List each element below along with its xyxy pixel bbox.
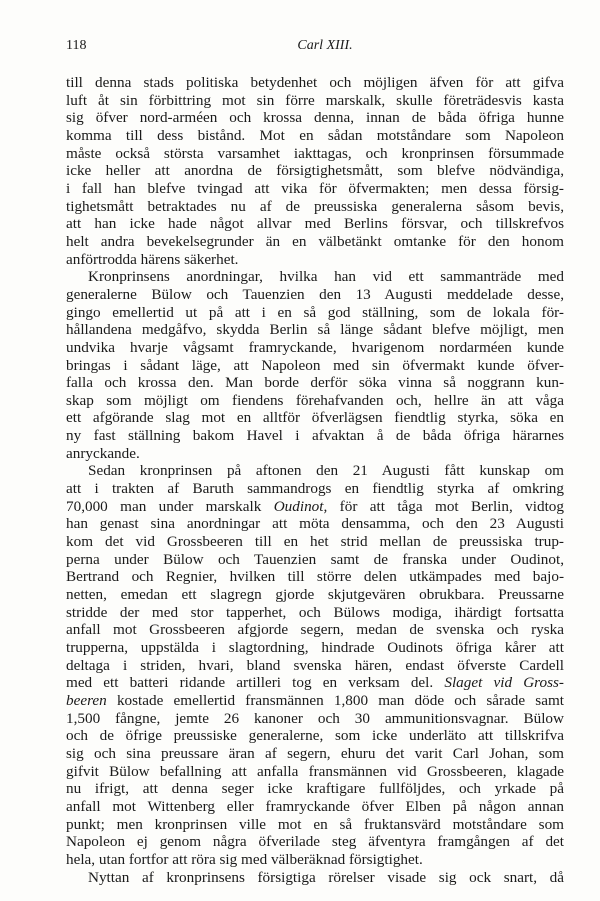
text-line: bringas i sådant läge, att Napoleon med sin öfvermakt kunde öfver- (66, 356, 564, 374)
text-line: Bertrand och Regnier, hvilken till större delen utkämpades med bajo- (66, 568, 564, 586)
text-line: Nyttan af kronprinsens försigtiga rörelser visade sig ock snart, då (88, 868, 564, 886)
text-line: generalerne Bülow och Tauenzien den 13 Augusti meddelade desse, (66, 285, 564, 303)
text-line-with-italic (66, 674, 564, 692)
paragraph-4 (66, 869, 564, 887)
text-line: trupperna, uppstälda i slagtordning, hindrade Oudinots öfriga kårer att (66, 639, 564, 656)
text-line: undvika hvarje vågsamt framryckande, hvarigenom nordarméen kunde (66, 338, 564, 356)
text-line: hållandena medgåfvo, skydda Berlin så länge sådant blefve möjligt, men (66, 321, 564, 339)
text-line: tighetsmått betraktades nu af de preussiska generalerna såsom bevis, (66, 197, 564, 215)
text-line: anförtrodda härens säkerhet. (66, 250, 239, 268)
paragraph-1 (66, 74, 564, 268)
page-header (66, 38, 564, 60)
text-line: komma till dess bistånd. Mot en sådan motståndare som Napoleon (66, 126, 564, 144)
text-line: han genast sina anordningar att möta densamma, och den 23 Augusti (66, 515, 564, 533)
text-line: anryckande. (66, 444, 140, 462)
text-line: och de öfrige preussiske generalerne, som icke underläto att tillskrifva (66, 727, 564, 745)
text-line: ny fast ställning bakom Havel i afvaktan å de båda öfriga härarnes (66, 427, 564, 445)
text-segment: kostade emellertid fransmännen 1,800 man döde och sårade samt (106, 691, 564, 709)
text-line: anfall mot Grossbeeren afgjorde segern, medan de svenska och ryska (66, 621, 564, 639)
text-line: Sedan kronprinsen på aftonen den 21 Augusti fått kunskap om (88, 462, 564, 480)
text-line: till denna stads politiska betydenhet och möjligen äfven för att gifva (66, 74, 564, 91)
text-line: stridde der med stor tapperhet, och Bülows modiga, ihärdigt fortsatta (66, 603, 564, 621)
text-line: sig och sina preussare äran af segern, ehuru det varit Carl Johan, som (66, 744, 564, 762)
text-line: i fall han blefve tvingad att vika för öfvermakten; men dessa försig- (66, 179, 564, 197)
italic-name-oudinot: Oudinot, (273, 497, 328, 515)
text-line: punkt; men kronprinsen ville mot en så fruktansvärd motståndare som (66, 815, 564, 833)
paragraph-2 (66, 268, 564, 462)
text-line: deltaga i striden, hvari, bland svenska hären, endast öfverste Cardell (66, 656, 564, 674)
text-line-with-italic (66, 498, 564, 516)
text-line: måste också största varsamhet iakttagas, och kronprinsen försummade (66, 144, 564, 162)
text-segment: 70,000 man under marskalk (66, 497, 274, 515)
text-segment: med ett batteri ridande artilleri tog en verksam del. (66, 674, 445, 692)
text-line: gingo emellertid ut på att i en så god ställning, som de lokala för- (66, 303, 564, 321)
text-line: att han icke hade något allvar med Berlins försvar, och tillskrefvos (66, 215, 564, 233)
text-segment: för att tåga mot Berlin, vidtog (327, 497, 564, 515)
text-line: falla och krossa den. Man borde derför söka vinna så noggrann kun- (66, 374, 564, 392)
text-line: skap som möjligt om fiendens förehafvanden och, hellre än att våga (66, 391, 564, 409)
italic-beeren: beeren (66, 691, 107, 709)
text-line: nu ifrigt, att denna seger icke kraftigare fullföljdes, och yrkade på (66, 780, 564, 798)
text-line: gifvit Bülow befallning att anfalla fransmännen vid Grossbeeren, klagade (66, 762, 564, 780)
running-title: Carl XIII. (297, 38, 353, 53)
text-line: kom det vid Grossbeeren till en het strid mellan de preussiska trup- (66, 533, 564, 551)
text-line: Napoleon ej genom några öfverilade steg äfventyra framgången af det (66, 833, 564, 851)
text-line: 1,500 fångne, jemte 26 kanoner och 30 ammunitionsvagnar. Bülow (66, 709, 564, 727)
text-line: ett afgörande slag mot en alltför öfverlägsen fiendtlig styrka, söka en (66, 409, 564, 427)
text-line: anfall mot Wittenberg eller framryckande öfver Elben på någon annan (66, 797, 564, 815)
text-line-with-italic (66, 692, 564, 710)
body-text (66, 74, 564, 886)
page-number: 118 (66, 38, 87, 53)
text-line: luft åt sin förbittring mot sin förre marskalk, skulle företrädesvis kasta (66, 91, 564, 109)
paragraph-3 (66, 462, 564, 868)
text-line: netten, emedan ett slagregn gjorde skjutgevären obrukbara. Preussarne (66, 586, 564, 604)
text-line: helt andra bevekelsegrunder än en välbetänkt omtanke för den honom (66, 232, 564, 250)
text-line: perna under Bülow och Tauenzien samt de franska under Oudinot, (66, 550, 564, 568)
text-line: att i trakten af Baruth sammandrogs en fiendtlig styrka af omkring (66, 480, 564, 498)
text-line: Kronprinsens anordningar, hvilka han vid ett sammanträde med (88, 268, 564, 286)
text-line: sig öfver nord-arméen och krossa denna, innan de båda öfriga hunne (66, 109, 564, 127)
text-line: icke heller att anordna de försigtighetsmått, som blefve nödvändiga, (66, 162, 564, 180)
text-line: hela, utan fortfor att röra sig med välberäknad försigtighet. (66, 850, 423, 868)
italic-slaget: Slaget vid Gross- (444, 674, 564, 692)
